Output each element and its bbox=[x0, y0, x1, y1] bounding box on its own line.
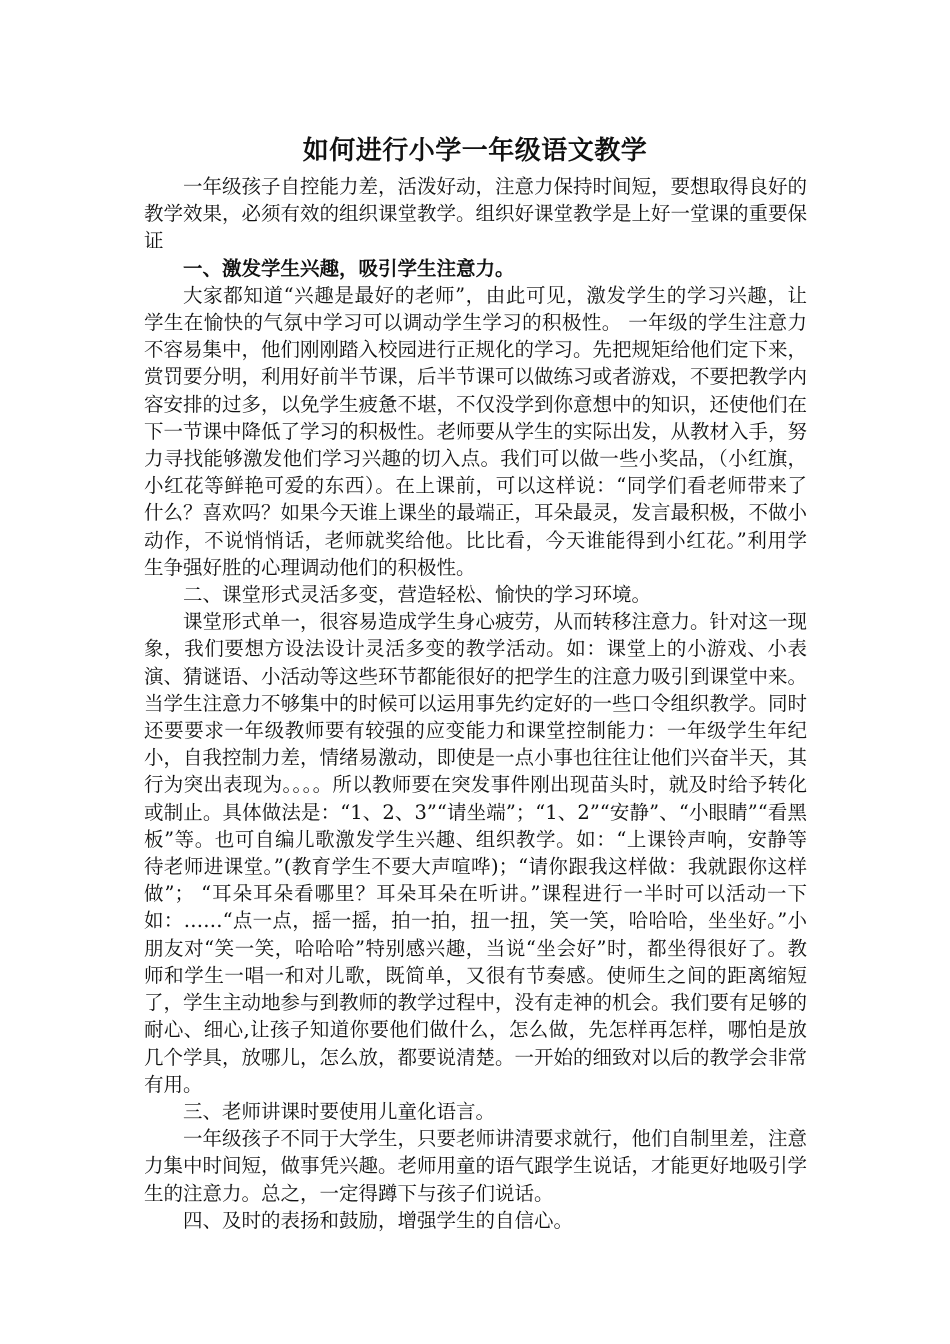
section-heading-3: 三、老师讲课时要使用儿童化语言。 bbox=[183, 1099, 496, 1123]
section-heading-2: 二、课堂形式灵活多变，营造轻松、愉快的学习环境。 bbox=[183, 583, 652, 607]
section-3-paragraph: 一年级孩子不同于大学生，只要老师讲清要求就行，他们自制里差，注意力集中时间短，做事凭兴趣。老师用童的语气跟学生说话，才能更好地吸引学生的注意力。总之，一定得蹲下与孩子们说话。 bbox=[144, 1127, 808, 1205]
section-1-paragraph: 大家都知道“兴趣是最好的老师”，由此可见，激发学生的学习兴趣，让学生在愉快的气氛中学习可以调动学生学习的积极性。 一年级的学生注意力不容易集中，他们刚刚踏入校园进行正规化的学习。先把规矩给他们定下来，赏罚要分明，利用好前半节课，后半节课可以做练习或者游戏，不要把教学内容安排的过多，以免学生疲惫不堪，不仅没学到你意想中的知识，还使他们在下一节课中降低了学习的积极性。老师要从学生的实际出发，从教材入手，努力寻找能够激发他们学习兴趣的切入点。我们可以做一些小奖品，（小红旗，小红花等鲜艳可爱的东西）。在上课前，可以这样说：“同学们看老师带来了什么？喜欢吗？如果今天谁上课坐的最端正，耳朵最灵，发言最积极，不做小动作，不说悄悄话，老师就奖给他。比比看，今天谁能得到小红花。”利用学生争强好胜的心理调动他们的积极性。 bbox=[144, 283, 808, 579]
section-heading-1: 一、激发学生兴趣，吸引学生注意力。 bbox=[183, 256, 515, 280]
section-heading-4: 四、及时的表扬和鼓励，增强学生的自信心。 bbox=[183, 1208, 574, 1232]
document-body bbox=[144, 173, 807, 1234]
document-title: 如何进行小学一年级语文教学 bbox=[302, 136, 648, 166]
section-2-paragraph: 课堂形式单一，很容易造成学生身心疲劳，从而转移注意力。针对这一现象，我们要想方设法设计灵活多变的教学活动。如：课堂上的小游戏、小表演、猜谜语、小活动等这些环节都能很好的把学生的注意力吸引到课堂中来。当学生注意力不够集中的时候可以运用事先约定好的一些口令组织教学。同时还要要求一年级教师要有较强的应变能力和课堂控制能力：一年级学生年纪小，自我控制力差，情绪易激动，即使是一点小事也往往让他们兴奋半天，其行为突出表现为。。。。所以教师要在突发事件刚出现苗头时，就及时给予转化或制止。具体做法是：“1、2、3”“请坐端”；“1、2”“安静”、“小眼睛”“看黑板”等。也可自编儿歌激发学生兴趣、组织教学。如：“上课铃声响，安静等待老师进课堂。”(教育学生不要大声喧哗)；“请你跟我这样做：我就跟你这样做”； “耳朵耳朵看哪里？耳朵耳朵在听讲。”课程进行一半时可以活动一下如：……“点一点，摇一摇，拍一拍，扭一扭，笑一笑，哈哈哈，坐坐好。”小朋友对“笑一笑，哈哈哈”特别感兴趣，当说“坐会好”时，都坐得很好了。教师和学生一唱一和对儿歌，既简单，又很有节奏感。使师生之间的距离缩短了，学生主动地参与到教师的教学过程中，没有走神的机会。我们要有足够的耐心、细心,让孩子知道你要他们做什么，怎么做，先怎样再怎样，哪怕是放几个学具，放哪儿，怎么放，都要说清楚。一开始的细致对以后的教学会非常有用。 bbox=[144, 610, 808, 1096]
intro-paragraph: 一年级孩子自控能力差，活泼好动，注意力保持时间短，要想取得良好的教学效果，必须有效的组织课堂教学。组织好课堂教学是上好一堂课的重要保证 bbox=[144, 175, 808, 253]
